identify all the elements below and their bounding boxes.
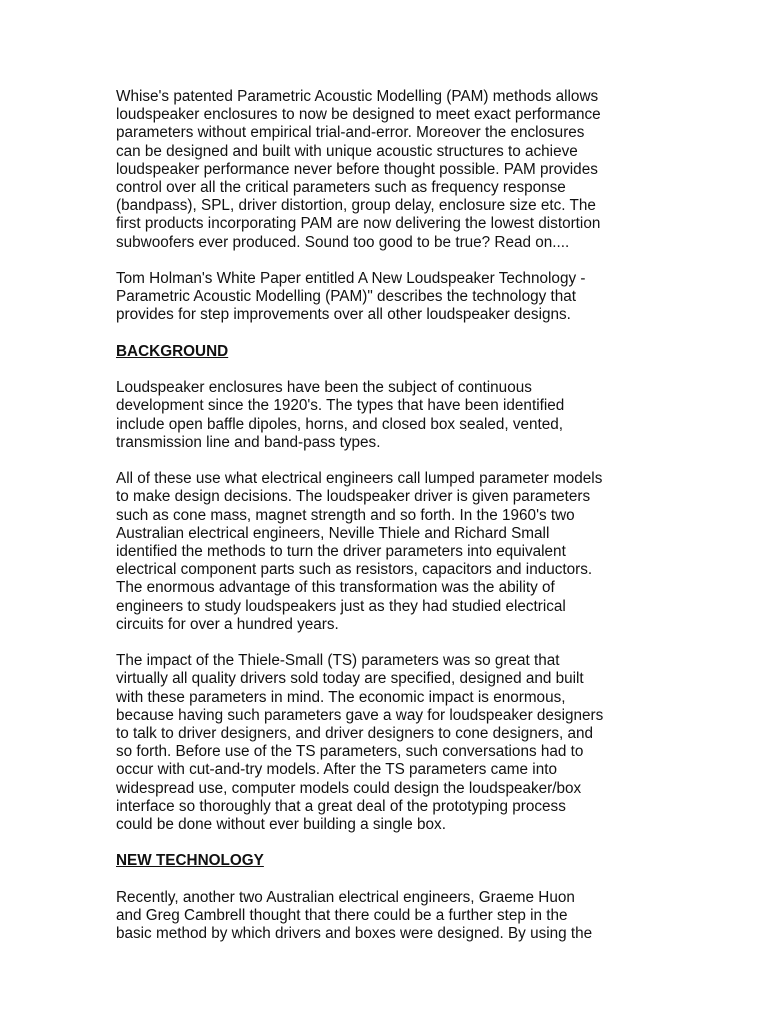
paragraph-line: interface so thoroughly that a great deal of the prototyping process: [116, 797, 566, 815]
paragraph-line: parameters without empirical trial-and-error. Moreover the enclosures: [116, 124, 585, 142]
paragraph-line: Tom Holman's White Paper entitled A New Loudspeaker Technology -: [116, 270, 586, 288]
document-page: [116, 88, 656, 962]
paragraph-line: to make design decisions. The loudspeaker driver is given parameters: [116, 488, 591, 506]
paragraph: [116, 270, 656, 325]
paragraph-line: loudspeaker performance never before thought possible. PAM provides: [116, 160, 598, 178]
paragraph-line: widespread use, computer models could design the loudspeaker/box: [116, 779, 582, 797]
paragraph-line: and Greg Cambrell thought that there could be a further step in the: [116, 907, 568, 925]
paragraph-line: development since the 1920's. The types that have been identified: [116, 397, 565, 415]
paragraph-line: control over all the critical parameters such as frequency response: [116, 179, 566, 197]
paragraph: [116, 889, 656, 944]
paragraph-line: engineers to study loudspeakers just as they had studied electrical: [116, 597, 566, 615]
paragraph-line: to talk to driver designers, and driver designers to cone designers, and: [116, 725, 594, 743]
heading-text: NEW TECHNOLOGY: [116, 852, 264, 870]
paragraph-line: so forth. Before use of the TS parameters, such conversations had to: [116, 743, 584, 761]
paragraph: [116, 652, 656, 834]
paragraph-line: could be done without ever building a single box.: [116, 816, 446, 834]
paragraph-line: Recently, another two Australian electrical engineers, Graeme Huon: [116, 888, 575, 906]
paragraph-line: can be designed and built with unique acoustic structures to achieve: [116, 142, 578, 160]
paragraph-line: such as cone mass, magnet strength and so forth. In the 1960's two: [116, 506, 575, 524]
paragraph-line: Loudspeaker enclosures have been the subject of continuous: [116, 379, 532, 397]
paragraph-line: first products incorporating PAM are now delivering the lowest distortion: [116, 215, 601, 233]
heading-text: BACKGROUND: [116, 342, 229, 360]
paragraph: [116, 470, 656, 634]
paragraph-line: The impact of the Thiele-Small (TS) parameters was so great that: [116, 652, 560, 670]
paragraph-line: provides for step improvements over all other loudspeaker designs.: [116, 306, 571, 324]
paragraph-line: basic method by which drivers and boxes were designed. By using the: [116, 925, 593, 943]
paragraph-line: subwoofers ever produced. Sound too good to be true? Read on....: [116, 233, 570, 251]
paragraph-line: Parametric Acoustic Modelling (PAM)" describes the technology that: [116, 288, 577, 306]
paragraph-line: circuits for over a hundred years.: [116, 615, 339, 633]
paragraph-line: with these parameters in mind. The economic impact is enormous,: [116, 688, 566, 706]
paragraph-line: loudspeaker enclosures to now be designed to meet exact performance: [116, 106, 601, 124]
paragraph-line: Whise's patented Parametric Acoustic Modelling (PAM) methods allows: [116, 88, 599, 105]
paragraph-line: occur with cut-and-try models. After the TS parameters came into: [116, 761, 557, 779]
paragraph-line: include open baffle dipoles, horns, and closed box sealed, vented,: [116, 415, 564, 433]
paragraph-line: electrical component parts such as resistors, capacitors and inductors.: [116, 561, 593, 579]
paragraph-line: virtually all quality drivers sold today are specified, designed and built: [116, 670, 584, 688]
paragraph-line: transmission line and band-pass types.: [116, 433, 381, 451]
section-heading: [116, 852, 656, 870]
paragraph-line: identified the methods to turn the driver parameters into equivalent: [116, 543, 566, 561]
paragraph: [116, 379, 656, 452]
paragraph: [116, 88, 656, 252]
paragraph-line: The enormous advantage of this transformation was the ability of: [116, 579, 555, 597]
paragraph-line: because having such parameters gave a way for loudspeaker designers: [116, 706, 604, 724]
paragraph-line: (bandpass), SPL, driver distortion, group delay, enclosure size etc. The: [116, 197, 596, 215]
paragraph-line: Australian electrical engineers, Neville Thiele and Richard Small: [116, 524, 550, 542]
section-heading: [116, 343, 656, 361]
paragraph-line: All of these use what electrical engineers call lumped parameter models: [116, 470, 603, 488]
